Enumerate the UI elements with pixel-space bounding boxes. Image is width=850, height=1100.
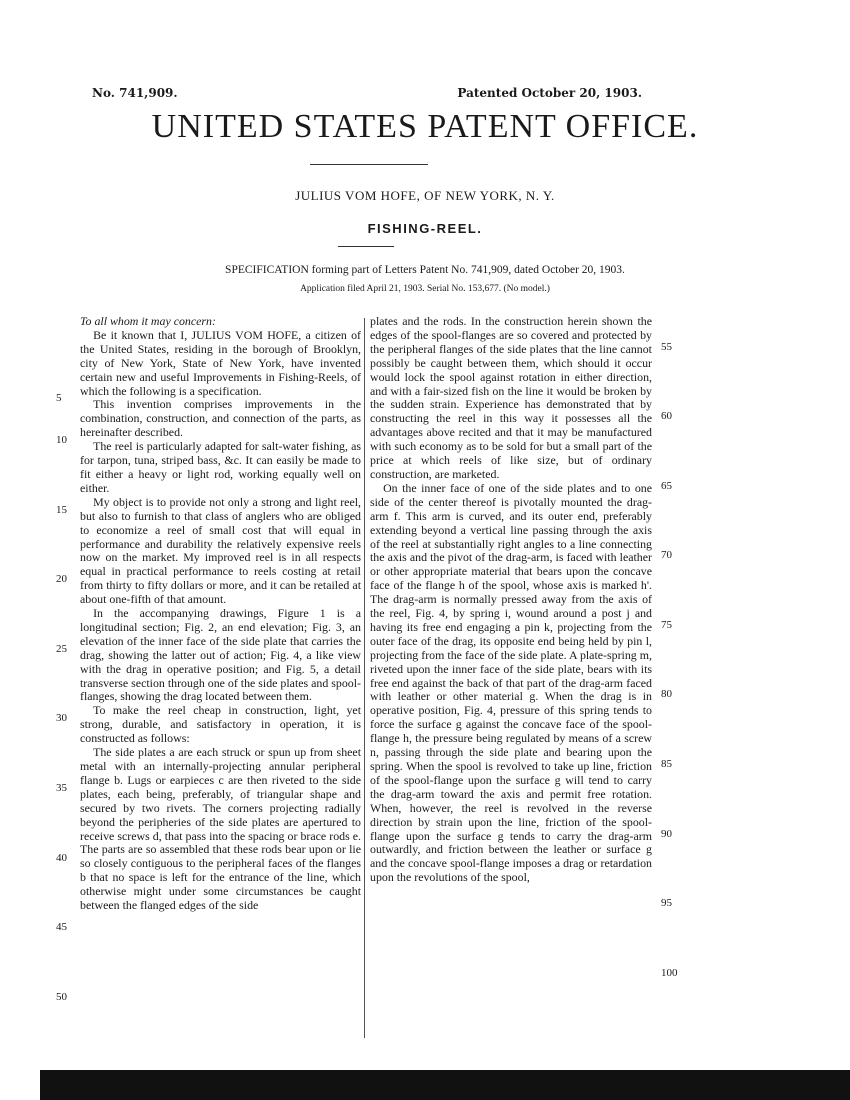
paragraph: plates and the rods. In the construction herein shown the edges of the spool-flanges are so covered and protected by the peripheral flanges of the side plates that the line cannot possibly be caught between them, which should it occur would lock the spool against rotation in either direction, and with a fair-sized fish on the line it would be broken by the sudden strain. Experience has demonstrated that by constructing the reel in this way it possesses all the advantages above recited and that it may be manufactured with such economy as to be sold for but a small part of the price at which reels of like size, but of ordinary construction, are marketed. (370, 314, 652, 481)
line-number: 20 (56, 573, 67, 585)
line-number: 35 (56, 782, 67, 794)
line-number: 25 (56, 643, 67, 655)
text-column-right (370, 315, 652, 885)
paragraph: This invention comprises improvements in the combination, construction, and connection of the parts, as hereinafter described. (80, 397, 361, 440)
office-heading: UNITED STATES PATENT OFFICE. (151, 108, 699, 145)
paragraph: The reel is particularly adapted for salt-water fishing, as for tarpon, tuna, striped bass, &c. It can easily be made to fit either a heavy or light rod, working equally well on either. (80, 439, 361, 495)
text-column-left (80, 315, 361, 913)
line-number: 85 (661, 758, 672, 770)
line-number: 60 (661, 410, 672, 422)
salutation: To all whom it may concern: (80, 314, 216, 328)
line-number: 10 (56, 434, 67, 446)
paragraph: To make the reel cheap in construction, light, yet strong, durable, and satisfactory in operation, it is constructed as follows: (80, 703, 361, 746)
line-number: 70 (661, 549, 672, 561)
line-number: 55 (661, 341, 672, 353)
patent-number: No. 741,909. (92, 86, 178, 100)
line-number: 15 (56, 504, 67, 516)
line-number: 50 (56, 991, 67, 1003)
application-line: Application filed April 21, 1903. Serial No. 153,677. (No model.) (300, 284, 550, 294)
paragraph: The side plates a are each struck or spun up from sheet metal with an internally-projecting annular peripheral flange b. Lugs or earpieces c are then riveted to the side plates, each being, preferably, of triangular shape and secured by two rivets. The corners projecting radially beyond the peripheries of the side plates are apertured to receive screws d, that pass into the spacing or brace rods e. The parts are so assembled that these rods bear upon or lie so closely contiguous to the peripheral faces of the flanges b that no space is left for the entrance of the line, which otherwise might under some circumstances be caught between the flanged edges of the side (80, 745, 361, 913)
line-number: 95 (661, 897, 672, 909)
scan-edge-bar (40, 1070, 850, 1100)
line-number: 90 (661, 828, 672, 840)
line-number: 75 (661, 619, 672, 631)
invention-title: FISHING-REEL. (367, 221, 483, 236)
line-number: 45 (56, 921, 67, 933)
divider-rule (310, 164, 428, 165)
inventor-line: JULIUS VOM HOFE, OF NEW YORK, N. Y. (295, 188, 555, 203)
paragraph: In the accompanying drawings, Figure 1 is a longitudinal section; Fig. 2, an end elevation; Fig. 3, an elevation of the inner face of the side plate that carries the drag, showing the latter out of action; Fig. 4, a like view with the drag in operative position; and Fig. 5, a detail transverse section through one of the side plates and spool-flanges, showing the drag located between them. (80, 606, 362, 704)
line-number: 100 (661, 967, 678, 979)
paragraph: My object is to provide not only a strong and light reel, but also to furnish to that class of anglers who are obliged to economize a reel of small cost that will equal in performance and durability the relatively expensive reels now on the market. My improved reel is in all respects equal in practical performance to reels costing at retail from thirty to fifty dollars or more, and it can be retailed at about one-fifth of that amount. (80, 494, 361, 607)
column-divider (364, 318, 365, 1038)
line-number: 65 (661, 480, 672, 492)
divider-rule-short (338, 246, 394, 247)
line-number: 40 (56, 852, 67, 864)
patent-date: Patented October 20, 1903. (457, 86, 642, 100)
line-number: 30 (56, 712, 67, 724)
paragraph: Be it known that I, JULIUS VOM HOFE, a citizen of the United States, residing in the borough of Brooklyn, city of New York, State of New York, have invented certain new and useful Improvements in Fishing-Reels, of which the following is a specification. (80, 327, 361, 398)
line-number: 80 (661, 688, 672, 700)
specification-line: SPECIFICATION forming part of Letters Patent No. 741,909, dated October 20, 1903. (225, 264, 625, 276)
line-number: 5 (56, 392, 62, 404)
paragraph: On the inner face of one of the side plates and to one side of the center thereof is pivotally mounted the drag-arm f. This arm is curved, and its outer end, preferably extending beyond a vertical line passing through the axis of the reel at substantially right angles to a line connecting the axis and the pivot of the drag-arm, is faced with leather or other appropriate material that bears upon the concave face of the flange h of the spool, whose axis is marked h'. The drag-arm is normally pressed away from the axis of the reel, Fig. 4, by spring i, wound around a post j and having its free end engaging a pin k, projecting from the outer face of the drag, its opposite end being held by pin l, projecting from the face of the side plate. A plate-spring m, riveted upon the inner face of the side plate, bears with its free end against the back of that part of the drag-arm faced with leather or other material g. When the drag is in operative position, Fig. 4, pressure of this spring tends to force the surface g against the concave face of the spool-flange h, the pressure being regulated by means of a screw n, passing through the side plate and bearing upon the spring. When the spool is revolved to take up line, friction of the spool-flange upon the surface g will tend to carry the drag-arm toward the axis and permit free rotation. When, however, the reel is revolved in the reverse direction by strain upon the line, friction of the spool-flange upon the surface g tends to carry the drag-arm outwardly, and friction between the leather or surface g and the concave spool-flange imposes a drag or retardation upon the revolutions of the spool, (370, 480, 652, 885)
